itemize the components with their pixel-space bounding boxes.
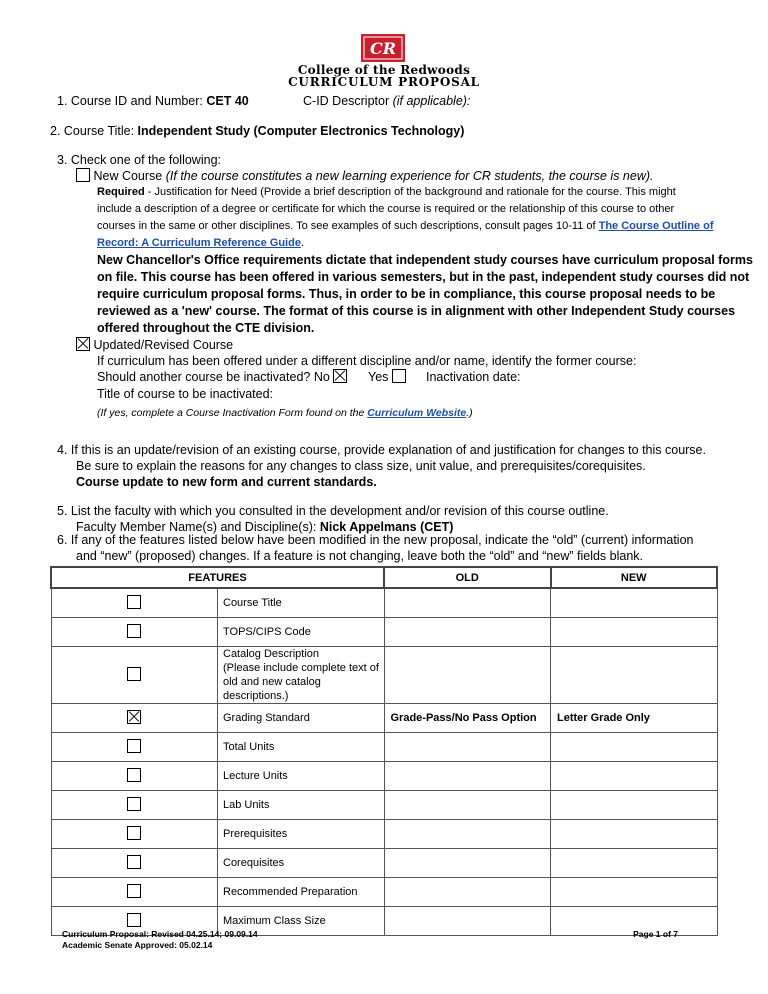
new-value-cell[interactable] xyxy=(551,761,718,790)
page-number: Page 1 of 7 xyxy=(633,929,678,939)
college-logo xyxy=(361,34,405,62)
inactivate-no-checkbox[interactable] xyxy=(333,369,347,383)
table-row xyxy=(51,761,717,790)
feature-label: Recommended Preparation xyxy=(223,885,358,898)
feature-label: old and new catalog descriptions.) xyxy=(223,675,321,702)
inactivate-question: Should another course be inactivated? No xyxy=(97,369,347,385)
updated-course-checkbox[interactable] xyxy=(76,337,90,351)
feature-label: Lab Units xyxy=(223,798,270,811)
table-row xyxy=(51,819,717,848)
new-value-cell[interactable] xyxy=(551,646,718,703)
old-value-cell[interactable] xyxy=(384,761,551,790)
feature-checkbox[interactable] xyxy=(127,624,141,638)
title-inactivated: Title of course to be inactivated: xyxy=(97,387,274,401)
q6-line1: 6. If any of the features listed below have been modified in the new proposal, indicate the “old” (current) information xyxy=(57,533,694,547)
cid-descriptor-line: C-ID Descriptor (if applicable): xyxy=(303,94,471,108)
feature-label: Corequisites xyxy=(223,856,285,869)
old-value-cell[interactable] xyxy=(384,877,551,906)
q6-line2: and “new” (proposed) changes. If a feature is not changing, leave both the “old” and “new” fields blank. xyxy=(76,549,644,563)
feature-checkbox[interactable] xyxy=(127,797,141,811)
old-value-cell[interactable] xyxy=(384,819,551,848)
old-value-cell[interactable] xyxy=(384,848,551,877)
course-id-value: CET 40 xyxy=(206,94,249,108)
inactivate-yes: Yes xyxy=(368,369,406,385)
table-row xyxy=(51,877,717,906)
feature-checkbox[interactable] xyxy=(127,884,141,898)
feature-cell xyxy=(218,790,385,819)
feature-checkbox[interactable] xyxy=(127,739,141,753)
old-value-cell[interactable] xyxy=(384,646,551,703)
form-title: CURRICULUM PROPOSAL xyxy=(288,75,480,89)
q4-answer: Course update to new form and current standards. xyxy=(76,475,377,489)
new-value-cell[interactable] xyxy=(551,732,718,761)
former-course-text: If curriculum has been offered under a different discipline and/or name, identify the former course: xyxy=(97,354,637,368)
old-value-cell[interactable] xyxy=(384,906,551,935)
new-course-checkbox[interactable] xyxy=(76,168,90,182)
new-header: NEW xyxy=(551,567,718,588)
q5-line2: Faculty Member Name(s) and Discipline(s): Nick Appelmans (CET) xyxy=(76,520,454,534)
new-value-cell[interactable] xyxy=(551,617,718,646)
q4-line1: 4. If this is an update/revision of an existing course, provide explanation of and justification for changes to this course. xyxy=(57,443,706,457)
feature-label: Total Units xyxy=(223,740,275,753)
course-outline-link-cont[interactable]: Record: A Curriculum Reference Guide xyxy=(97,237,301,249)
feature-checkbox[interactable] xyxy=(127,768,141,782)
feature-cell xyxy=(218,703,385,732)
row-checkbox-cell xyxy=(51,877,218,906)
feature-checkbox[interactable] xyxy=(127,710,141,724)
svg-text:CR: CR xyxy=(369,39,397,58)
old-header: OLD xyxy=(384,567,551,588)
q4-line2: Be sure to explain the reasons for any changes to class size, unit value, and prerequisites/corequisites. xyxy=(76,459,646,473)
feature-label: (Please include complete text of xyxy=(223,661,379,674)
required-text-1: Required - Justification for Need (Provide a brief description of the background and rationale for the course. This might xyxy=(97,186,676,198)
required-text-2: include a description of a degree or certificate for which the course is required or the relationship of this course to other xyxy=(97,203,675,215)
college-name: College of the Redwoods xyxy=(297,63,471,77)
course-outline-link[interactable]: The Course Outline of xyxy=(598,220,714,232)
feature-cell xyxy=(218,617,385,646)
table-row xyxy=(51,703,717,732)
required-text-4: Record: A Curriculum Reference Guide. xyxy=(97,237,305,249)
table-row xyxy=(51,588,717,617)
old-value-cell[interactable] xyxy=(384,790,551,819)
feature-checkbox[interactable] xyxy=(127,595,141,609)
row-checkbox-cell xyxy=(51,646,218,703)
row-checkbox-cell xyxy=(51,588,218,617)
feature-checkbox[interactable] xyxy=(127,913,141,927)
footer-text: Curriculum Proposal: Revised 04.25.14; 09.09.14 Academic Senate Approved: 05.02.14 xyxy=(62,929,258,950)
q3-heading: 3. Check one of the following: xyxy=(57,153,221,167)
new-value-cell[interactable] xyxy=(551,848,718,877)
curriculum-website-link[interactable]: Curriculum Website xyxy=(367,407,467,419)
old-value-cell[interactable] xyxy=(384,588,551,617)
feature-cell xyxy=(218,848,385,877)
table-row xyxy=(51,617,717,646)
feature-checkbox[interactable] xyxy=(127,826,141,840)
updated-course-option: Updated/Revised Course xyxy=(76,337,233,353)
inactivate-yes-checkbox[interactable] xyxy=(392,369,406,383)
faculty-value: Nick Appelmans (CET) xyxy=(319,520,454,534)
feature-label: Catalog Description xyxy=(223,647,319,660)
table-header-row xyxy=(51,567,717,588)
new-value-cell[interactable] xyxy=(551,790,718,819)
features-table xyxy=(50,566,718,936)
feature-cell xyxy=(218,877,385,906)
feature-cell xyxy=(218,646,385,703)
feature-checkbox[interactable] xyxy=(127,855,141,869)
old-value-cell[interactable]: Grade-Pass/No Pass Option xyxy=(384,703,551,732)
row-checkbox-cell xyxy=(51,848,218,877)
old-value-cell[interactable] xyxy=(384,732,551,761)
features-header: FEATURES xyxy=(51,567,384,588)
course-title-value: Independent Study (Computer Electronics Technology) xyxy=(137,124,465,138)
feature-cell xyxy=(218,588,385,617)
table-row xyxy=(51,790,717,819)
inactivation-date: Inactivation date: xyxy=(426,370,521,384)
course-title-line: 2. Course Title: Independent Study (Computer Electronics Technology) xyxy=(50,124,465,138)
course-id-line: 1. Course ID and Number: CET 40 xyxy=(57,94,249,108)
feature-label: Grading Standard xyxy=(223,711,310,724)
new-value-cell[interactable] xyxy=(551,819,718,848)
table-row xyxy=(51,732,717,761)
feature-cell xyxy=(218,819,385,848)
table-row xyxy=(51,646,717,703)
required-text-3: courses in the same or other disciplines. To see examples of such descriptions, consult pages 10-11 of The Course Outline of xyxy=(97,220,714,232)
feature-label: Course Title xyxy=(223,596,282,609)
feature-cell xyxy=(218,732,385,761)
feature-label: TOPS/CIPS Code xyxy=(223,625,311,638)
new-value-cell[interactable] xyxy=(551,877,718,906)
q5-line1: 5. List the faculty with which you consulted in the development and/or revision of this course outline. xyxy=(57,504,609,518)
row-checkbox-cell xyxy=(51,761,218,790)
new-course-option: New Course (If the course constitutes a new learning experience for CR students, the course is new). xyxy=(76,168,653,184)
row-checkbox-cell xyxy=(51,790,218,819)
feature-label: Maximum Class Size xyxy=(223,914,326,927)
feature-label: Prerequisites xyxy=(223,827,288,840)
new-value-cell[interactable] xyxy=(551,588,718,617)
old-value-cell[interactable] xyxy=(384,617,551,646)
row-checkbox-cell xyxy=(51,703,218,732)
feature-cell xyxy=(218,761,385,790)
table-row xyxy=(51,848,717,877)
row-checkbox-cell xyxy=(51,617,218,646)
row-checkbox-cell xyxy=(51,819,218,848)
feature-checkbox[interactable] xyxy=(127,667,141,681)
feature-label: Lecture Units xyxy=(223,769,288,782)
justification-text: New Chancellor's Office requirements dictate that independent study courses have curriculum proposal forms on file. This course has been offered in various semesters, but in the past, independent study courses did not require curriculum proposal forms. Thus, in order to be in compliance, this course proposal needs to be reviewed as a 'new' course. The format of this course is in alignment with other Independent Study courses offered throughout the CTE division. xyxy=(97,253,753,335)
row-checkbox-cell xyxy=(51,732,218,761)
inactivation-note: (If yes, complete a Course Inactivation Form found on the Curriculum Website.) xyxy=(97,407,473,419)
new-value-cell[interactable]: Letter Grade Only xyxy=(551,703,718,732)
